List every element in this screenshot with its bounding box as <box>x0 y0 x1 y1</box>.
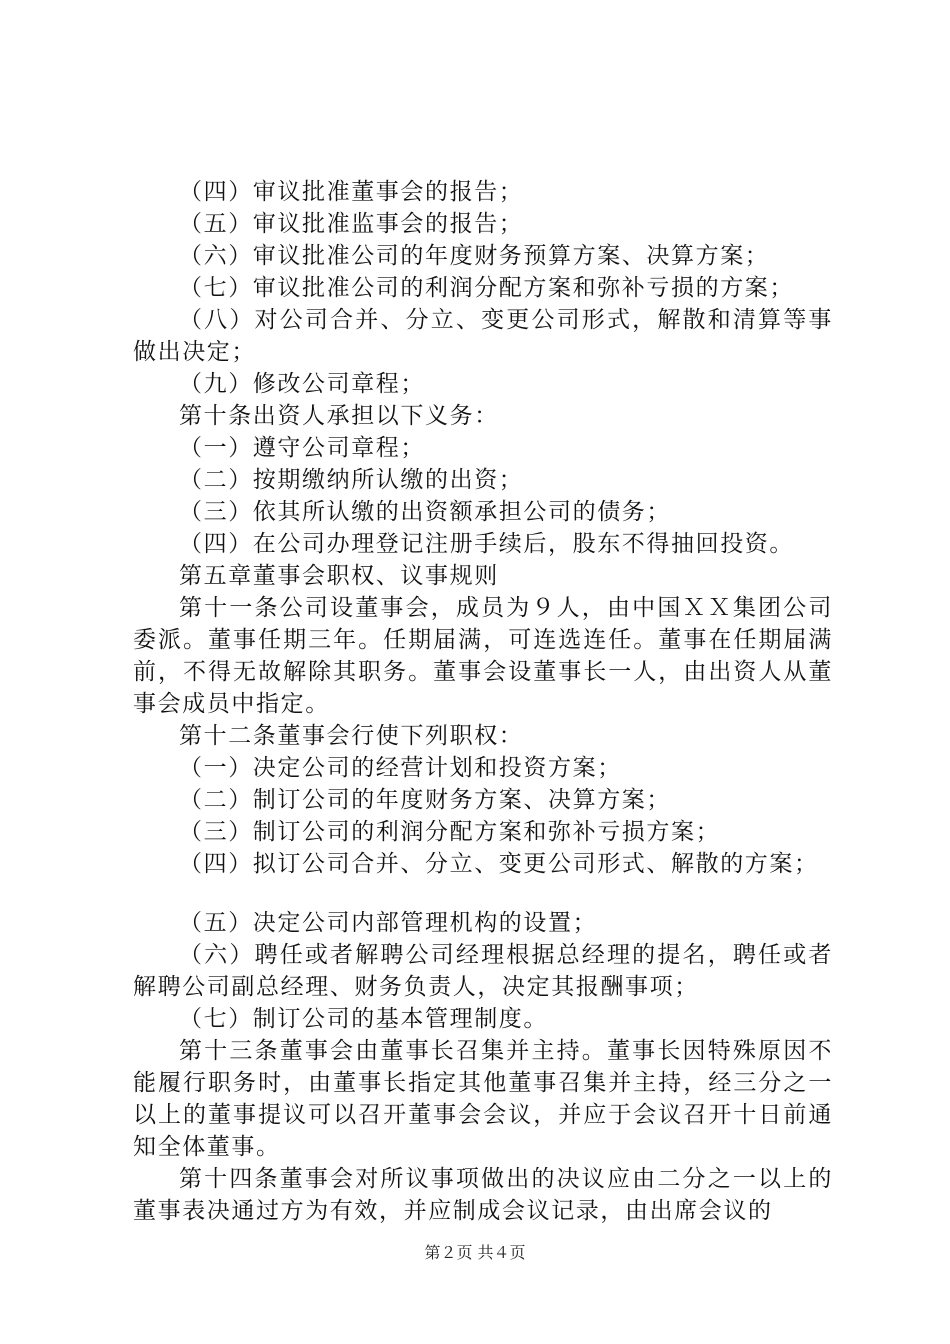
chapter-heading: 第五章董事会职权、议事规则 <box>179 563 499 589</box>
page-number-footer: 第２页 共４页 <box>424 1243 526 1262</box>
paragraph: （五）决定公司内部管理机构的设置； <box>179 910 598 936</box>
paragraph: （三）依其所认缴的出资额承担公司的债务； <box>179 499 671 525</box>
paragraph: （四）审议批准董事会的报告； <box>179 179 524 205</box>
paragraph: （八）对公司合并、分立、变更公司形式，解散和清算等事做出决定； <box>133 307 833 365</box>
paragraph: 第十一条公司设董事会，成员为９人，由中国ＸＸ集团公司委派。董事任期三年。任期届满，可连选连任。董事在任期届满前，不得无故解除其职务。董事会设董事长一人，由出资人从董事会成员中指定。 <box>133 595 833 717</box>
paragraph: （五）审议批准监事会的报告； <box>179 211 524 237</box>
article-heading: 第十二条董事会行使下列职权： <box>179 723 524 749</box>
paragraph: （六）聘任或者解聘公司经理根据总经理的提名，聘任或者解聘公司副总经理、财务负责人，决定其报酬事项； <box>133 942 833 1000</box>
paragraph: （二）按期缴纳所认缴的出资； <box>179 467 524 493</box>
document-body <box>133 176 833 1227</box>
paragraph: 第十三条董事会由董事长召集并主持。董事长因特殊原因不能履行职务时，由董事长指定其他董事召集并主持，经三分之一以上的董事提议可以召开董事会会议，并应于会议召开十日前通知全体董事。 <box>133 1038 833 1160</box>
paragraph: （六）审议批准公司的年度财务预算方案、决算方案； <box>179 243 770 269</box>
paragraph: （三）制订公司的利润分配方案和弥补亏损方案； <box>179 819 721 845</box>
paragraph: （一）遵守公司章程； <box>179 435 425 461</box>
paragraph: （一）决定公司的经营计划和投资方案； <box>179 755 622 781</box>
paragraph: （七）审议批准公司的利润分配方案和弥补亏损的方案； <box>179 275 794 301</box>
paragraph: 第十四条董事会对所议事项做出的决议应由二分之一以上的董事表决通过方为有效，并应制成会议记录，由出席会议的 <box>133 1166 833 1224</box>
paragraph: （九）修改公司章程； <box>179 371 425 397</box>
paragraph: （二）制订公司的年度财务方案、决算方案； <box>179 787 671 813</box>
article-heading: 第十条出资人承担以下义务： <box>179 403 499 429</box>
paragraph: （四）拟订公司合并、分立、变更公司形式、解散的方案； <box>179 851 819 877</box>
paragraph: （七）制订公司的基本管理制度。 <box>179 1006 548 1032</box>
paragraph: （四）在公司办理登记注册手续后，股东不得抽回投资。 <box>179 531 794 557</box>
